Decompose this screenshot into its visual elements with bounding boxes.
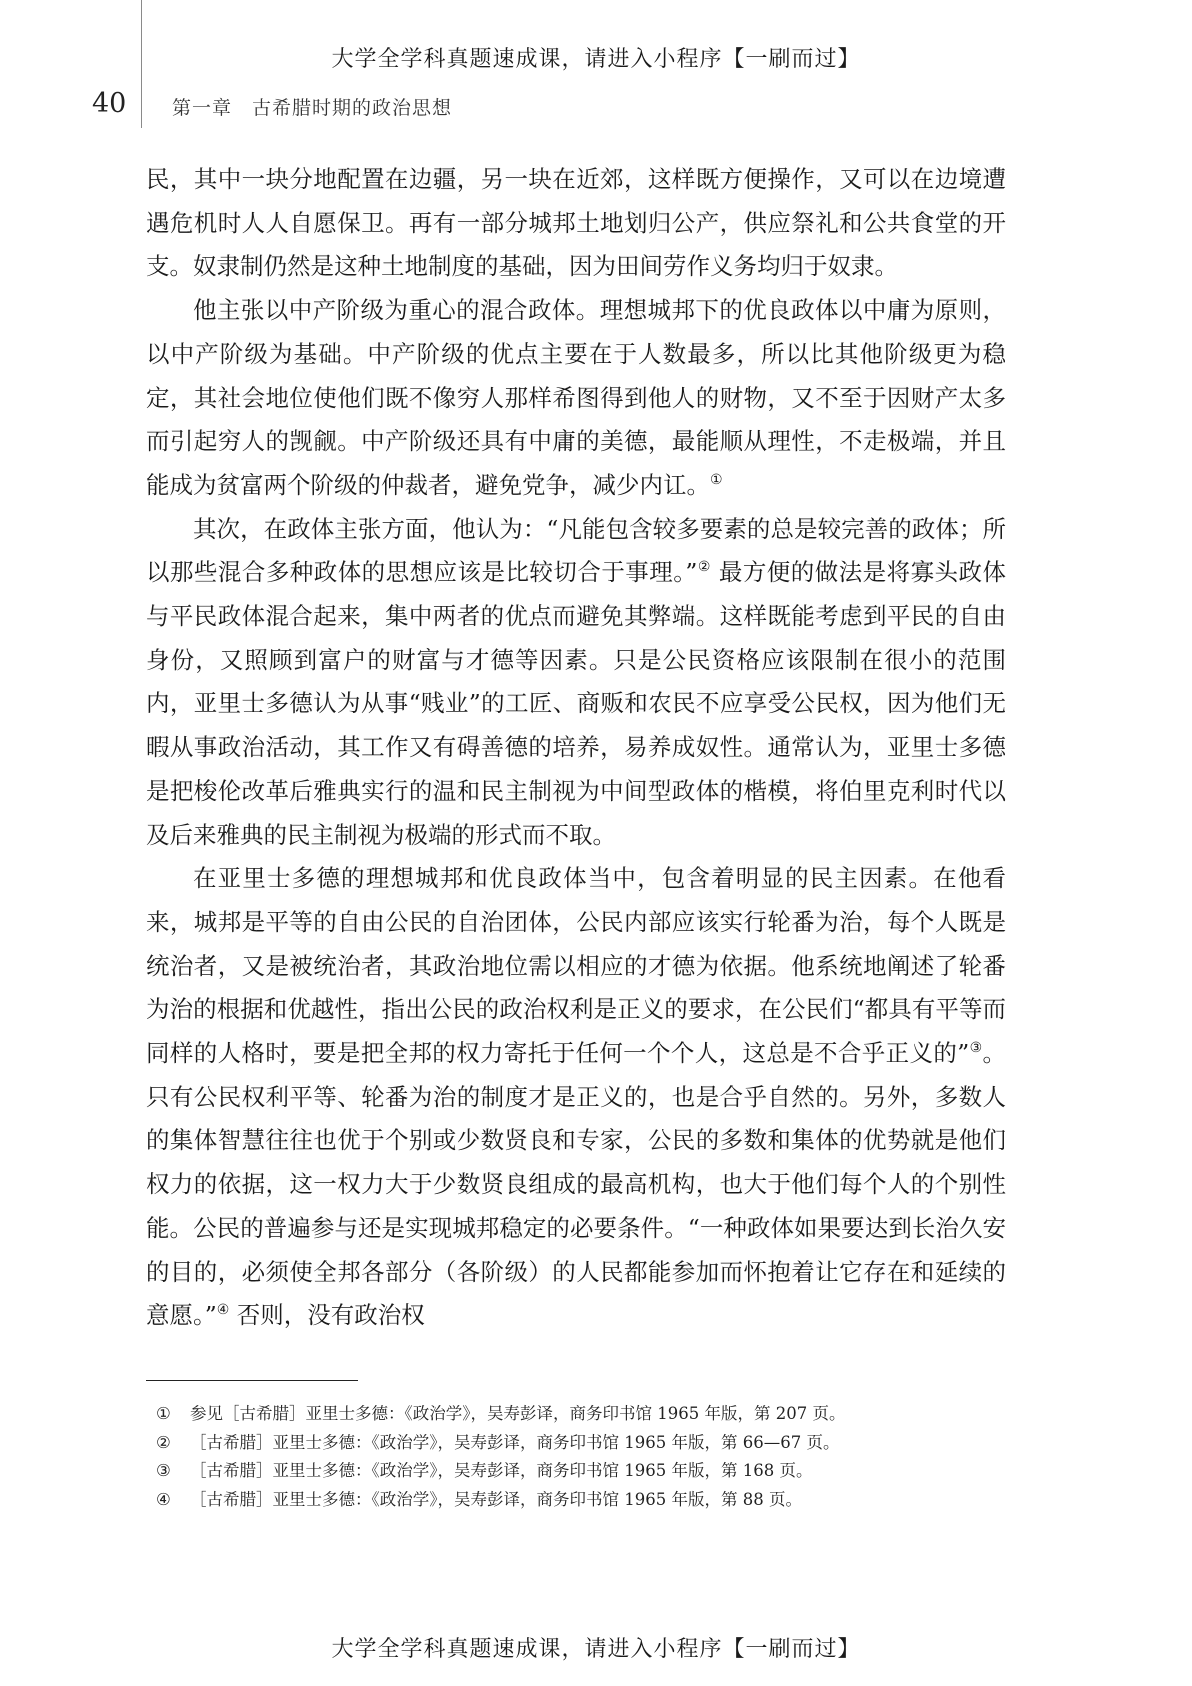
footnote <box>156 1400 996 1429</box>
paragraph <box>146 158 1006 289</box>
footnote-mark: ④ <box>156 1489 171 1509</box>
footnote-ref[interactable]: ③ <box>969 1040 983 1057</box>
footnote-text: ［古希腊］亚里士多德：《政治学》，吴寿彭译，商务印书馆 1965 年版，第 66—67 页。 <box>190 1432 840 1452</box>
paragraph-text: 他主张以中产阶级为重心的混合政体。理想城邦下的优良政体以中庸为原则，以中产阶级为基础。中产阶级的优点主要在于人数最多，所以比其他阶级更为稳定，其社会地位使他们既不像穷人那样希图得到他人的财物，又不至于因财产太多而引起穷人的觊觎。中产阶级还具有中庸的美德，最能顺从理性，不走极端，并且能成为贫富两个阶级的仲裁者，避免党争，减少内讧。 <box>146 296 1006 499</box>
footnote-text: ［古希腊］亚里士多德：《政治学》，吴寿彭译，商务印书馆 1965 年版，第 88 页。 <box>190 1489 802 1509</box>
paragraph <box>146 857 1006 1338</box>
watermark-top: 大学全学科真题速成课，请进入小程序【一刷而过】 <box>331 47 861 72</box>
footnote-ref[interactable]: ② <box>697 559 711 576</box>
paragraph <box>146 289 1006 508</box>
footnote-ref[interactable]: ④ <box>216 1302 230 1319</box>
paragraph-text: 民，其中一块分地配置在边疆，另一块在近郊，这样既方便操作，又可以在边境遭遇危机时人人自愿保卫。再有一部分城邦土地划归公产，供应祭礼和公共食堂的开支。奴隶制仍然是这种土地制度的基础，因为田间劳作义务均归于奴隶。 <box>146 165 1006 281</box>
paragraph-text: 。只有公民权利平等、轮番为治的制度才是正义的，也是合乎自然的。另外，多数人的集体智慧往往也优于个别或少数贤良和专家，公民的多数和集体的优势就是他们权力的依据，这一权力大于少数贤良组成的最高机构，也大于他们每个人的个别性能。公民的普遍参与还是实现城邦稳定的必要条件。“一种政体如果要达到长治久安的目的，必须使全邦各部分（各阶级）的人民都能参加而怀抱着让它存在和延续的意愿。” <box>146 1039 1006 1330</box>
footnote-text: 参见［古希腊］亚里士多德：《政治学》，吴寿彭译，商务印书馆 1965 年版，第 207 页。 <box>190 1404 846 1423</box>
body-text <box>146 158 1006 1338</box>
footnote-text: ［古希腊］亚里士多德：《政治学》，吴寿彭译，商务印书馆 1965 年版，第 168 页。 <box>190 1461 813 1480</box>
paragraph-text: 否则，没有政治权 <box>229 1301 425 1330</box>
watermark-bottom: 大学全学科真题速成课，请进入小程序【一刷而过】 <box>331 1637 861 1662</box>
footnote-mark: ② <box>156 1432 171 1452</box>
footnote <box>156 1457 996 1486</box>
footnote <box>156 1429 996 1458</box>
paragraph-text: 最方便的做法是将寡头政体与平民政体混合起来，集中两者的优点而避免其弊端。这样既能考虑到平民的自由身份，又照顾到富户的财富与才德等因素。只是公民资格应该限制在很小的范围内，亚里士多德认为从事“贱业”的工匠、商贩和农民不应享受公民权，因为他们无暇从事政治活动，其工作又有碍善德的培养，易养成奴性。通常认为，亚里士多德是把梭伦改革后雅典实行的温和民主制视为中间型政体的楷模，将伯里克利时代以及后来雅典的民主制视为极端的形式而不取。 <box>146 558 1006 849</box>
footnote <box>156 1486 996 1515</box>
running-head: 第一章 古希腊时期的政治思想 <box>172 97 453 119</box>
footnote-divider <box>146 1380 358 1381</box>
footnotes <box>156 1400 996 1514</box>
footnote-mark: ③ <box>156 1461 171 1480</box>
footnote-mark: ① <box>156 1404 171 1423</box>
paragraph-text: 其次，在政体主张方面，他认为：“凡能包含较多要素的总是较完善的政体；所以那些混合多种政体的思想应该是比较切合于事理。” <box>146 514 1006 587</box>
page-number: 40 <box>92 88 127 119</box>
footnote-ref[interactable]: ① <box>710 472 723 489</box>
paragraph <box>146 508 1006 858</box>
paragraph-text: 在亚里士多德的理想城邦和优良政体当中，包含着明显的民主因素。在他看来，城邦是平等的自由公民的自治团体，公民内部应该实行轮番为治，每个人既是统治者，又是被统治者，其政治地位需以相应的才德为依据。他系统地阐述了轮番为治的根据和优越性，指出公民的政治权利是正义的要求，在公民们“都具有平等而同样的人格时，要是把全邦的权力寄托于任何一个个人，这总是不合乎正义的” <box>146 864 1006 1068</box>
